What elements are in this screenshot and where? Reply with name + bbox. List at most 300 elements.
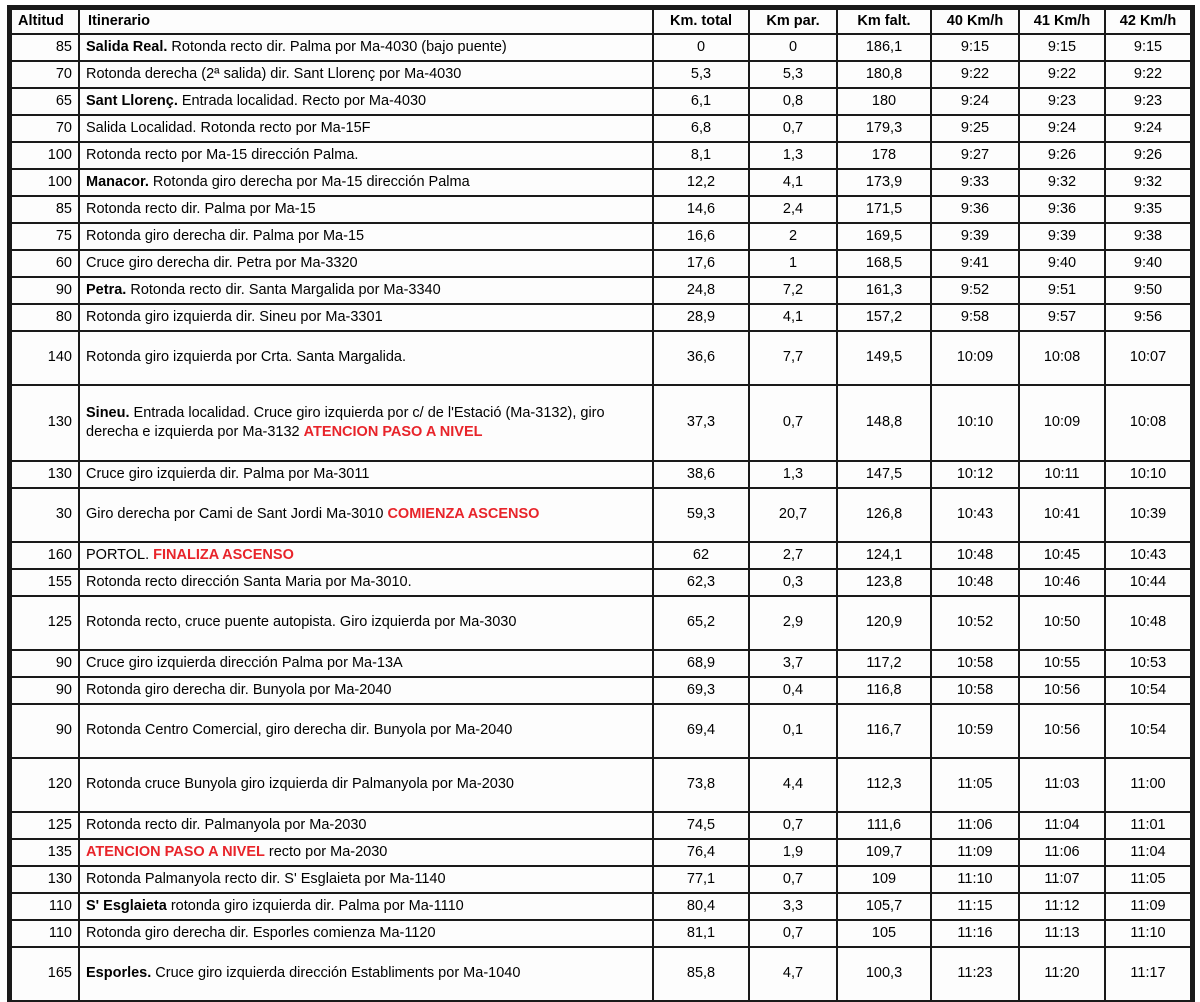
table-row (11, 650, 1191, 677)
column-header-km-total: Km. total (653, 9, 749, 34)
cell-km-total: 12,2 (653, 169, 749, 196)
table-row (11, 304, 1191, 331)
cell-time-42: 10:53 (1105, 650, 1191, 677)
cell-km-parcial: 4,7 (749, 947, 837, 1001)
table-row (11, 88, 1191, 115)
cell-km-faltan: 124,1 (837, 542, 931, 569)
cell-altitud: 90 (11, 704, 79, 758)
cell-time-42: 11:05 (1105, 866, 1191, 893)
cell-km-parcial: 2,7 (749, 542, 837, 569)
cell-itinerario (79, 331, 653, 385)
cell-km-total: 6,1 (653, 88, 749, 115)
cell-time-41: 9:23 (1019, 88, 1105, 115)
cell-km-parcial: 2 (749, 223, 837, 250)
cell-km-faltan: 157,2 (837, 304, 931, 331)
cell-km-faltan: 179,3 (837, 115, 931, 142)
cell-altitud: 140 (11, 331, 79, 385)
cell-km-parcial: 0,7 (749, 385, 837, 461)
cell-km-faltan: 180 (837, 88, 931, 115)
cell-time-40: 11:06 (931, 812, 1019, 839)
itinerary-text: Cruce giro izquierda dirección Establiments por Ma-1040 (151, 965, 521, 982)
cell-km-faltan: 169,5 (837, 223, 931, 250)
cell-time-42: 10:39 (1105, 488, 1191, 542)
table-row (11, 488, 1191, 542)
table-row (11, 758, 1191, 812)
itinerary-text: Entrada localidad. Cruce giro izquierda por c/ de l'Estació (Ma-3132), giro derecha e izquierda por Ma-3132 (86, 405, 605, 440)
cell-km-parcial: 2,9 (749, 596, 837, 650)
column-header-km-par: Km par. (749, 9, 837, 34)
table-row (11, 812, 1191, 839)
cell-time-41: 10:56 (1019, 704, 1105, 758)
itinerary-text: Rotonda derecha (2ª salida) dir. Sant Llorenç por Ma-4030 (86, 65, 462, 82)
cell-time-42: 10:48 (1105, 596, 1191, 650)
cell-time-42: 10:07 (1105, 331, 1191, 385)
cell-time-40: 11:05 (931, 758, 1019, 812)
table-header (11, 9, 1191, 34)
cell-km-parcial: 1,3 (749, 142, 837, 169)
cell-itinerario (79, 758, 653, 812)
cell-itinerario (79, 34, 653, 61)
cell-km-faltan: 109 (837, 866, 931, 893)
cell-time-42: 9:32 (1105, 169, 1191, 196)
cell-time-41: 9:15 (1019, 34, 1105, 61)
cell-km-faltan: 186,1 (837, 34, 931, 61)
cell-km-parcial: 1,3 (749, 461, 837, 488)
cell-altitud: 125 (11, 596, 79, 650)
cell-km-parcial: 4,1 (749, 169, 837, 196)
cell-itinerario (79, 250, 653, 277)
cell-time-42: 10:54 (1105, 677, 1191, 704)
cell-km-parcial: 0,4 (749, 677, 837, 704)
cell-time-40: 9:58 (931, 304, 1019, 331)
cell-km-total: 81,1 (653, 920, 749, 947)
cell-km-parcial: 7,7 (749, 331, 837, 385)
cell-km-total: 37,3 (653, 385, 749, 461)
cell-km-total: 17,6 (653, 250, 749, 277)
itinerary-text: Giro derecha por Cami de Sant Jordi Ma-3010 (86, 506, 388, 523)
cell-km-faltan: 112,3 (837, 758, 931, 812)
cell-km-total: 24,8 (653, 277, 749, 304)
cell-itinerario (79, 812, 653, 839)
cell-altitud: 165 (11, 947, 79, 1001)
cell-time-42: 9:35 (1105, 196, 1191, 223)
cell-time-42: 11:09 (1105, 893, 1191, 920)
table-row (11, 142, 1191, 169)
itinerary-text: Cruce giro derecha dir. Petra por Ma-3320 (86, 254, 358, 271)
itinerary-text: Cruce giro izquierda dirección Palma por Ma-13A (86, 654, 403, 671)
cell-km-parcial: 5,3 (749, 61, 837, 88)
cell-altitud: 130 (11, 461, 79, 488)
cell-time-40: 9:24 (931, 88, 1019, 115)
cell-time-42: 11:17 (1105, 947, 1191, 1001)
cell-itinerario (79, 893, 653, 920)
cell-time-41: 11:12 (1019, 893, 1105, 920)
cell-km-total: 62,3 (653, 569, 749, 596)
cell-km-faltan: 109,7 (837, 839, 931, 866)
cell-altitud: 85 (11, 34, 79, 61)
itinerary-place-name: S' Esglaieta (86, 897, 167, 914)
cell-km-total: 80,4 (653, 893, 749, 920)
cell-time-41: 9:40 (1019, 250, 1105, 277)
cell-km-parcial: 0,7 (749, 920, 837, 947)
cell-km-total: 36,6 (653, 331, 749, 385)
itinerary-text: Rotonda Centro Comercial, giro derecha dir. Bunyola por Ma-2040 (86, 722, 513, 739)
cell-time-40: 9:52 (931, 277, 1019, 304)
cell-time-42: 10:44 (1105, 569, 1191, 596)
table-row (11, 115, 1191, 142)
itinerary-warning-text: ATENCION PASO A NIVEL (86, 843, 265, 860)
cell-time-41: 9:22 (1019, 61, 1105, 88)
cell-km-total: 65,2 (653, 596, 749, 650)
cell-km-parcial: 4,4 (749, 758, 837, 812)
cell-km-faltan: 105,7 (837, 893, 931, 920)
cell-itinerario (79, 677, 653, 704)
itinerary-text: Cruce giro izquierda dir. Palma por Ma-3011 (86, 465, 370, 482)
cell-itinerario (79, 866, 653, 893)
cell-time-40: 10:48 (931, 569, 1019, 596)
cell-itinerario (79, 569, 653, 596)
cell-km-parcial: 0 (749, 34, 837, 61)
cell-itinerario (79, 61, 653, 88)
cell-time-42: 9:22 (1105, 61, 1191, 88)
cell-time-42: 11:00 (1105, 758, 1191, 812)
column-header-altitud: Altitud (11, 9, 79, 34)
itinerary-warning-text: ATENCION PASO A NIVEL (303, 423, 483, 440)
cell-time-41: 11:04 (1019, 812, 1105, 839)
cell-time-40: 10:48 (931, 542, 1019, 569)
itinerary-text: Rotonda cruce Bunyola giro izquierda dir Palmanyola por Ma-2030 (86, 776, 514, 793)
itinerary-text: Rotonda recto dir. Palma por Ma-15 (86, 200, 316, 217)
cell-km-parcial: 3,3 (749, 893, 837, 920)
cell-itinerario (79, 650, 653, 677)
cell-km-total: 38,6 (653, 461, 749, 488)
cell-time-42: 11:10 (1105, 920, 1191, 947)
cell-altitud: 90 (11, 277, 79, 304)
cell-time-42: 9:24 (1105, 115, 1191, 142)
itinerary-text: Rotonda recto dirección Santa Maria por Ma-3010. (86, 573, 412, 590)
cell-itinerario (79, 277, 653, 304)
cell-time-41: 9:26 (1019, 142, 1105, 169)
cell-altitud: 130 (11, 866, 79, 893)
cell-itinerario (79, 88, 653, 115)
table-row (11, 596, 1191, 650)
cell-time-41: 10:45 (1019, 542, 1105, 569)
column-header-km-falt: Km falt. (837, 9, 931, 34)
itinerary-text: Rotonda giro izquierda por Crta. Santa Margalida. (86, 349, 406, 366)
cell-itinerario (79, 385, 653, 461)
cell-altitud: 130 (11, 385, 79, 461)
cell-km-parcial: 3,7 (749, 650, 837, 677)
cell-km-parcial: 1 (749, 250, 837, 277)
table-row (11, 223, 1191, 250)
cell-time-40: 11:09 (931, 839, 1019, 866)
cell-time-41: 9:36 (1019, 196, 1105, 223)
cell-altitud: 100 (11, 169, 79, 196)
cell-itinerario (79, 488, 653, 542)
cell-km-faltan: 105 (837, 920, 931, 947)
cell-altitud: 30 (11, 488, 79, 542)
itinerary-warning-text: FINALIZA ASCENSO (153, 546, 294, 563)
cell-time-40: 9:36 (931, 196, 1019, 223)
table-row (11, 866, 1191, 893)
cell-km-parcial: 0,7 (749, 812, 837, 839)
cell-time-40: 10:09 (931, 331, 1019, 385)
cell-km-faltan: 161,3 (837, 277, 931, 304)
cell-time-41: 10:56 (1019, 677, 1105, 704)
cell-km-faltan: 148,8 (837, 385, 931, 461)
cell-km-parcial: 0,7 (749, 115, 837, 142)
cell-time-40: 11:16 (931, 920, 1019, 947)
cell-itinerario (79, 223, 653, 250)
cell-altitud: 70 (11, 61, 79, 88)
cell-itinerario (79, 542, 653, 569)
cell-km-total: 68,9 (653, 650, 749, 677)
itinerary-place-name: Sineu. (86, 405, 130, 421)
cell-km-total: 85,8 (653, 947, 749, 1001)
table-row (11, 677, 1191, 704)
itinerary-text: Entrada localidad. Recto por Ma-4030 (177, 92, 427, 109)
itinerary-text: Salida Localidad. Rotonda recto por Ma-15F (86, 119, 371, 136)
cell-km-total: 69,4 (653, 704, 749, 758)
cell-time-41: 10:46 (1019, 569, 1105, 596)
cell-time-41: 9:32 (1019, 169, 1105, 196)
cell-km-total: 14,6 (653, 196, 749, 223)
cell-km-faltan: 111,6 (837, 812, 931, 839)
cell-time-40: 11:23 (931, 947, 1019, 1001)
cell-altitud: 70 (11, 115, 79, 142)
cell-time-41: 11:20 (1019, 947, 1105, 1001)
cell-time-40: 11:15 (931, 893, 1019, 920)
table-row (11, 331, 1191, 385)
cell-time-42: 9:23 (1105, 88, 1191, 115)
itinerary-text: PORTOL. (86, 546, 154, 563)
itinerary-text: Rotonda Palmanyola recto dir. S' Esglaieta por Ma-1140 (86, 870, 446, 887)
cell-km-total: 76,4 (653, 839, 749, 866)
cell-altitud: 85 (11, 196, 79, 223)
cell-altitud: 90 (11, 677, 79, 704)
itinerary-text: Rotonda giro izquierda dir. Sineu por Ma-3301 (86, 308, 383, 325)
cell-time-40: 9:25 (931, 115, 1019, 142)
cell-itinerario (79, 596, 653, 650)
itinerary-text: Rotonda recto dir. Palmanyola por Ma-2030 (86, 816, 367, 833)
cell-itinerario (79, 142, 653, 169)
cell-time-42: 9:56 (1105, 304, 1191, 331)
cell-time-41: 10:41 (1019, 488, 1105, 542)
cell-time-41: 11:07 (1019, 866, 1105, 893)
cell-time-40: 10:58 (931, 677, 1019, 704)
cell-time-40: 10:10 (931, 385, 1019, 461)
cell-time-40: 9:22 (931, 61, 1019, 88)
cell-altitud: 100 (11, 142, 79, 169)
itinerary-text: rotonda giro izquierda dir. Palma por Ma-1110 (166, 897, 464, 914)
cell-km-faltan: 123,8 (837, 569, 931, 596)
cell-km-parcial: 0,1 (749, 704, 837, 758)
itinerary-text: Rotonda recto dir. Santa Margalida por Ma-3340 (126, 281, 441, 298)
header-row (11, 9, 1191, 34)
cell-km-faltan: 173,9 (837, 169, 931, 196)
itinerary-place-name: Esporles. (86, 965, 152, 982)
table-body (11, 34, 1191, 1001)
table-row (11, 542, 1191, 569)
cell-time-40: 9:33 (931, 169, 1019, 196)
table-row (11, 704, 1191, 758)
cell-time-41: 10:08 (1019, 331, 1105, 385)
cell-km-total: 74,5 (653, 812, 749, 839)
cell-time-40: 10:59 (931, 704, 1019, 758)
cell-km-faltan: 171,5 (837, 196, 931, 223)
cell-altitud: 160 (11, 542, 79, 569)
cell-km-faltan: 178 (837, 142, 931, 169)
itinerary-text: Rotonda recto por Ma-15 dirección Palma. (86, 146, 359, 163)
cell-time-42: 10:54 (1105, 704, 1191, 758)
cell-time-42: 9:15 (1105, 34, 1191, 61)
cell-time-42: 11:01 (1105, 812, 1191, 839)
table-row (11, 569, 1191, 596)
cell-km-parcial: 0,7 (749, 866, 837, 893)
cell-altitud: 110 (11, 920, 79, 947)
cell-itinerario (79, 461, 653, 488)
table-row (11, 893, 1191, 920)
table-row (11, 196, 1191, 223)
cell-time-40: 9:27 (931, 142, 1019, 169)
cell-km-faltan: 100,3 (837, 947, 931, 1001)
cell-altitud: 80 (11, 304, 79, 331)
cell-km-total: 0 (653, 34, 749, 61)
cell-time-41: 9:24 (1019, 115, 1105, 142)
cell-altitud: 125 (11, 812, 79, 839)
table-row (11, 385, 1191, 461)
column-header-itinerario: Itinerario (79, 9, 653, 34)
cell-altitud: 120 (11, 758, 79, 812)
itinerary-warning-text: COMIENZA ASCENSO (387, 506, 540, 523)
cell-itinerario (79, 704, 653, 758)
cell-altitud: 75 (11, 223, 79, 250)
cell-time-42: 11:04 (1105, 839, 1191, 866)
cell-km-total: 73,8 (653, 758, 749, 812)
cell-km-total: 5,3 (653, 61, 749, 88)
cell-time-42: 10:10 (1105, 461, 1191, 488)
cell-itinerario (79, 839, 653, 866)
cell-altitud: 135 (11, 839, 79, 866)
cell-itinerario (79, 115, 653, 142)
cell-time-42: 10:43 (1105, 542, 1191, 569)
cell-time-40: 10:52 (931, 596, 1019, 650)
cell-time-40: 9:15 (931, 34, 1019, 61)
cell-time-42: 10:08 (1105, 385, 1191, 461)
cell-km-parcial: 2,4 (749, 196, 837, 223)
cell-km-total: 16,6 (653, 223, 749, 250)
cell-time-40: 10:12 (931, 461, 1019, 488)
cell-km-faltan: 117,2 (837, 650, 931, 677)
cell-time-41: 10:50 (1019, 596, 1105, 650)
itinerary-place-name: Manacor. (86, 173, 149, 190)
table-row (11, 61, 1191, 88)
cell-altitud: 110 (11, 893, 79, 920)
cell-itinerario (79, 169, 653, 196)
cell-time-40: 9:41 (931, 250, 1019, 277)
itinerary-place-name: Sant Llorenç. (86, 92, 178, 109)
column-header-speed-42: 42 Km/h (1105, 9, 1191, 34)
cell-time-40: 10:43 (931, 488, 1019, 542)
column-header-speed-41: 41 Km/h (1019, 9, 1105, 34)
itinerary-text: Rotonda giro derecha por Ma-15 dirección Palma (148, 173, 470, 190)
cell-altitud: 90 (11, 650, 79, 677)
cell-time-41: 9:57 (1019, 304, 1105, 331)
cell-km-faltan: 180,8 (837, 61, 931, 88)
cell-km-faltan: 168,5 (837, 250, 931, 277)
itinerary-place-name: Salida Real. (86, 38, 168, 55)
cell-time-42: 9:50 (1105, 277, 1191, 304)
itinerary-text: Rotonda giro derecha dir. Bunyola por Ma-2040 (86, 681, 392, 698)
cell-time-41: 9:51 (1019, 277, 1105, 304)
cell-km-faltan: 126,8 (837, 488, 931, 542)
cell-km-total: 28,9 (653, 304, 749, 331)
cell-altitud: 65 (11, 88, 79, 115)
cell-time-41: 10:55 (1019, 650, 1105, 677)
cell-time-42: 9:38 (1105, 223, 1191, 250)
table-row (11, 277, 1191, 304)
itinerary-text: Rotonda giro derecha dir. Esporles comienza Ma-1120 (86, 924, 436, 941)
cell-km-parcial: 0,3 (749, 569, 837, 596)
cell-time-41: 11:06 (1019, 839, 1105, 866)
table-row (11, 250, 1191, 277)
cell-km-parcial: 20,7 (749, 488, 837, 542)
cell-time-41: 11:03 (1019, 758, 1105, 812)
table-row (11, 34, 1191, 61)
cell-time-41: 10:11 (1019, 461, 1105, 488)
itinerary-place-name: Petra. (86, 281, 127, 298)
cell-km-total: 59,3 (653, 488, 749, 542)
cell-itinerario (79, 920, 653, 947)
cell-time-40: 10:58 (931, 650, 1019, 677)
cell-time-40: 11:10 (931, 866, 1019, 893)
cell-km-parcial: 4,1 (749, 304, 837, 331)
cell-km-parcial: 0,8 (749, 88, 837, 115)
cell-km-parcial: 7,2 (749, 277, 837, 304)
table-row (11, 461, 1191, 488)
itinerary-text-trailing: recto por Ma-2030 (264, 843, 388, 860)
cell-km-parcial: 1,9 (749, 839, 837, 866)
cell-km-total: 69,3 (653, 677, 749, 704)
table-row (11, 169, 1191, 196)
cell-time-42: 9:40 (1105, 250, 1191, 277)
cell-time-41: 9:39 (1019, 223, 1105, 250)
cell-altitud: 155 (11, 569, 79, 596)
cell-time-42: 9:26 (1105, 142, 1191, 169)
cell-km-total: 6,8 (653, 115, 749, 142)
table-row (11, 839, 1191, 866)
cell-km-faltan: 147,5 (837, 461, 931, 488)
column-header-speed-40: 40 Km/h (931, 9, 1019, 34)
cell-time-41: 10:09 (1019, 385, 1105, 461)
cell-km-faltan: 116,7 (837, 704, 931, 758)
itinerary-text: Rotonda recto dir. Palma por Ma-4030 (bajo puente) (167, 38, 507, 55)
cell-km-total: 8,1 (653, 142, 749, 169)
itinerary-text: Rotonda recto, cruce puente autopista. Giro izquierda por Ma-3030 (86, 614, 517, 631)
cell-km-faltan: 116,8 (837, 677, 931, 704)
cell-itinerario (79, 196, 653, 223)
itinerary-table (10, 8, 1192, 1002)
cell-time-40: 9:39 (931, 223, 1019, 250)
cell-time-41: 11:13 (1019, 920, 1105, 947)
cell-itinerario (79, 304, 653, 331)
cell-altitud: 60 (11, 250, 79, 277)
cell-km-faltan: 120,9 (837, 596, 931, 650)
cell-km-faltan: 149,5 (837, 331, 931, 385)
cell-km-total: 77,1 (653, 866, 749, 893)
itinerary-text: Rotonda giro derecha dir. Palma por Ma-15 (86, 227, 365, 244)
cell-km-total: 62 (653, 542, 749, 569)
